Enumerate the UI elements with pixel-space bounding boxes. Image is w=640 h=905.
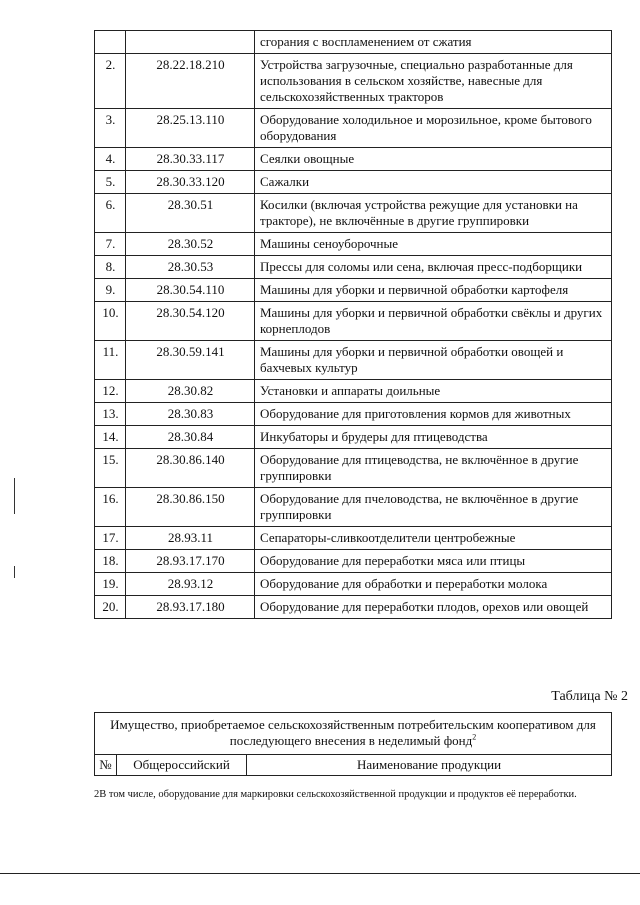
table2 bbox=[94, 712, 612, 776]
table-row bbox=[95, 449, 612, 488]
okpd-code: 28.93.12 bbox=[126, 573, 255, 596]
product-name: Машины для уборки и первичной обработки свёклы и других корнеплодов bbox=[255, 302, 612, 341]
okpd-code: 28.93.17.170 bbox=[126, 550, 255, 573]
footnote: 2В том числе, оборудование для маркировки сельскохозяйственной продукции и продуктов её переработки. bbox=[94, 789, 577, 800]
row-number: 5. bbox=[95, 171, 126, 194]
row-number: 18. bbox=[95, 550, 126, 573]
okpd-code: 28.30.82 bbox=[126, 380, 255, 403]
row-number: 19. bbox=[95, 573, 126, 596]
table-row bbox=[95, 426, 612, 449]
product-name: Машины сеноуборочные bbox=[255, 233, 612, 256]
okpd-code: 28.30.59.141 bbox=[126, 341, 255, 380]
product-name: Машины для уборки и первичной обработки картофеля bbox=[255, 279, 612, 302]
okpd-code: 28.25.13.110 bbox=[126, 109, 255, 148]
table2-caption-row bbox=[95, 713, 612, 755]
row-number: 2. bbox=[95, 54, 126, 109]
table2-header-row bbox=[95, 755, 612, 776]
product-name: Оборудование для переработки мяса или птицы bbox=[255, 550, 612, 573]
products-table bbox=[94, 30, 612, 619]
row-number: 3. bbox=[95, 109, 126, 148]
okpd-code: 28.93.11 bbox=[126, 527, 255, 550]
okpd-code: 28.22.18.210 bbox=[126, 54, 255, 109]
okpd-code: 28.30.52 bbox=[126, 233, 255, 256]
product-name: Оборудование для обработки и переработки молока bbox=[255, 573, 612, 596]
okpd-code: 28.93.17.180 bbox=[126, 596, 255, 619]
page-bottom-rule bbox=[0, 873, 640, 874]
product-name: Косилки (включая устройства режущие для установки на тракторе), не включённые в другие группировки bbox=[255, 194, 612, 233]
table-row bbox=[95, 31, 612, 54]
product-name: Сеялки овощные bbox=[255, 148, 612, 171]
table-row bbox=[95, 109, 612, 148]
table2-header-name: Наименование продукции bbox=[247, 755, 612, 776]
okpd-code: 28.30.54.110 bbox=[126, 279, 255, 302]
product-name: Инкубаторы и брудеры для птицеводства bbox=[255, 426, 612, 449]
table2-header-code: Общероссийский bbox=[117, 755, 247, 776]
product-name: Оборудование для переработки плодов, орехов или овощей bbox=[255, 596, 612, 619]
table2-header-num: № bbox=[95, 755, 117, 776]
table-row bbox=[95, 148, 612, 171]
product-name: Сепараторы-сливкоотделители центробежные bbox=[255, 527, 612, 550]
table-row bbox=[95, 550, 612, 573]
table-row bbox=[95, 596, 612, 619]
product-name: Оборудование для птицеводства, не включённое в другие группировки bbox=[255, 449, 612, 488]
table-row bbox=[95, 171, 612, 194]
row-number: 17. bbox=[95, 527, 126, 550]
product-name: Оборудование для пчеловодства, не включённое в другие группировки bbox=[255, 488, 612, 527]
product-name: Оборудование для приготовления кормов для животных bbox=[255, 403, 612, 426]
okpd-code: 28.30.53 bbox=[126, 256, 255, 279]
table-row bbox=[95, 573, 612, 596]
product-name: Оборудование холодильное и морозильное, кроме бытового оборудования bbox=[255, 109, 612, 148]
okpd-code: 28.30.33.120 bbox=[126, 171, 255, 194]
okpd-code: 28.30.83 bbox=[126, 403, 255, 426]
products-table-body bbox=[95, 31, 612, 619]
margin-mark bbox=[14, 478, 15, 514]
margin-mark bbox=[14, 566, 15, 578]
okpd-code: 28.30.51 bbox=[126, 194, 255, 233]
row-number: 16. bbox=[95, 488, 126, 527]
product-name: Прессы для соломы или сена, включая пресс-подборщики bbox=[255, 256, 612, 279]
row-number bbox=[95, 31, 126, 54]
table-row bbox=[95, 403, 612, 426]
row-number: 9. bbox=[95, 279, 126, 302]
row-number: 13. bbox=[95, 403, 126, 426]
table-row bbox=[95, 488, 612, 527]
row-number: 11. bbox=[95, 341, 126, 380]
row-number: 4. bbox=[95, 148, 126, 171]
table2-caption-cell bbox=[95, 713, 612, 755]
okpd-code: 28.30.86.150 bbox=[126, 488, 255, 527]
okpd-code: 28.30.84 bbox=[126, 426, 255, 449]
product-name: Машины для уборки и первичной обработки овощей и бахчевых культур bbox=[255, 341, 612, 380]
product-name: Устройства загрузочные, специально разработанные для использования в сельском хозяйстве, навесные для сельскохозяйственных тракторов bbox=[255, 54, 612, 109]
table2-caption: Имущество, приобретаемое сельскохозяйственным потребительским кооперативом для последующего внесения в неделимый фонд bbox=[110, 717, 596, 748]
okpd-code: 28.30.33.117 bbox=[126, 148, 255, 171]
table-row bbox=[95, 194, 612, 233]
table-row bbox=[95, 341, 612, 380]
row-number: 14. bbox=[95, 426, 126, 449]
product-name: сгорания с воспламенением от сжатия bbox=[255, 31, 612, 54]
table-row bbox=[95, 256, 612, 279]
row-number: 20. bbox=[95, 596, 126, 619]
row-number: 12. bbox=[95, 380, 126, 403]
footnote-ref: 2 bbox=[472, 732, 477, 742]
table-row bbox=[95, 380, 612, 403]
product-name: Сажалки bbox=[255, 171, 612, 194]
okpd-code: 28.30.86.140 bbox=[126, 449, 255, 488]
table-row bbox=[95, 527, 612, 550]
row-number: 7. bbox=[95, 233, 126, 256]
okpd-code: 28.30.54.120 bbox=[126, 302, 255, 341]
table-row bbox=[95, 302, 612, 341]
row-number: 8. bbox=[95, 256, 126, 279]
okpd-code bbox=[126, 31, 255, 54]
table-row bbox=[95, 233, 612, 256]
table-row bbox=[95, 279, 612, 302]
product-name: Установки и аппараты доильные bbox=[255, 380, 612, 403]
row-number: 15. bbox=[95, 449, 126, 488]
table2-title: Таблица № 2 bbox=[551, 689, 628, 704]
table-row bbox=[95, 54, 612, 109]
row-number: 10. bbox=[95, 302, 126, 341]
row-number: 6. bbox=[95, 194, 126, 233]
